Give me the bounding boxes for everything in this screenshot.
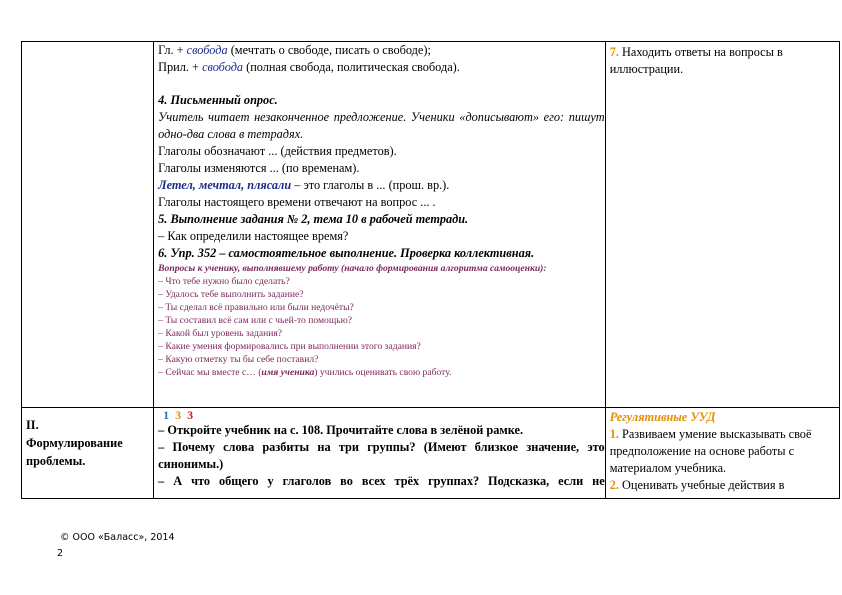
question-line: – Почему слова разбиты на три группы? (Имеют близкое значение, это синонимы.) xyxy=(158,440,605,471)
verb-noun-line xyxy=(158,42,605,59)
activity-cell xyxy=(154,42,606,408)
selfcheck-question: – Какой был уровень задания? xyxy=(158,328,283,339)
instruction-text: Учитель читает незаконченное предложение. Ученики «дописывают» его: пишут одно-два слова в тетрадях. xyxy=(158,110,605,141)
stage-cell-empty xyxy=(22,42,154,408)
selfcheck-heading: Вопросы к ученику, выполнявшему работу (начало формирования алгоритма самооценки): xyxy=(158,263,547,274)
line-prefix: – Сейчас мы вместе с… ( xyxy=(158,367,262,378)
selfcheck-question: – Ты составил всё сам или с чьей-то помощью? xyxy=(158,315,353,326)
section-heading: 6. Упр. 352 – самостоятельное выполнение. Проверка коллективная. xyxy=(158,246,535,260)
highlight-word: свобода xyxy=(186,43,228,57)
copyright-footer: © ООО «Баласс», 2014 xyxy=(60,532,175,543)
question-line: – Как определили настоящее время? xyxy=(158,229,349,243)
level-badges xyxy=(158,408,605,422)
question-line: Глаголы обозначают ... (действия предметов). xyxy=(158,144,397,158)
question-line xyxy=(158,177,605,194)
stage-cell xyxy=(22,408,154,499)
line-rest: – это глаголы в ... (прош. вр.). xyxy=(291,178,450,192)
question-line: Глаголы настоящего времени отвечают на вопрос ... . xyxy=(158,195,436,209)
line-prefix: Гл. + xyxy=(158,43,187,57)
spacer xyxy=(158,76,605,92)
item-text: Оценивать учебные действия в xyxy=(618,478,785,492)
selfcheck-question: – Что тебе нужно было сделать? xyxy=(158,276,290,287)
activity-cell xyxy=(154,408,606,499)
stage-number: II. xyxy=(26,418,39,432)
question-line: – А что общего у глаголов во всех трёх группах? Подсказка, если не xyxy=(158,474,605,488)
selfcheck-question: – Удалось тебе выполнить задание? xyxy=(158,289,304,300)
stage-title: Формулирование проблемы. xyxy=(26,436,123,468)
selfcheck-question: – Какую отметку ты бы себе поставил? xyxy=(158,354,319,365)
item-number: 2. xyxy=(609,478,619,492)
section-heading: 4. Письменный опрос. xyxy=(158,93,278,107)
highlight-words: Летел, мечтал, плясали xyxy=(158,178,292,192)
table-row xyxy=(22,42,840,408)
selfcheck-question xyxy=(158,366,605,379)
section-heading: 5. Выполнение задания № 2, тема 10 в рабочей тетради. xyxy=(158,212,469,226)
uud-heading: Регулятивные УУД xyxy=(609,410,716,424)
selfcheck-question: – Какие умения формировались при выполнении этого задания? xyxy=(158,341,421,352)
selfcheck-question: – Ты сделал всё правильно или были недочёты? xyxy=(158,302,354,313)
line-rest: (полная свобода, политическая свобода). xyxy=(243,60,460,74)
uud-item xyxy=(610,477,839,494)
line-rest: (мечтать о свободе, писать о свободе); xyxy=(227,43,431,57)
level-badge: 3 xyxy=(187,408,194,422)
item-text: Развиваем умение высказывать своё предположение на основе работы с материалом учебника. xyxy=(609,427,812,475)
level-badge: 3 xyxy=(175,408,182,422)
highlight-word: свобода xyxy=(202,60,244,74)
line-rest: ) учились оценивать свою работу. xyxy=(314,367,452,378)
item-number: 7. xyxy=(609,45,619,59)
lesson-table xyxy=(21,41,840,499)
uud-cell xyxy=(605,408,839,499)
line-prefix: Прил. + xyxy=(158,60,203,74)
item-number: 1. xyxy=(609,427,619,441)
student-name-placeholder: имя ученика xyxy=(261,367,315,378)
uud-item xyxy=(610,426,839,477)
stage-label xyxy=(26,408,153,470)
uud-cell xyxy=(605,42,839,408)
adj-noun-line xyxy=(158,59,605,76)
table-row xyxy=(22,408,840,499)
uud-item xyxy=(610,42,839,78)
level-badge: 1 xyxy=(163,408,170,422)
question-line: – Откройте учебник на с. 108. Прочитайте слова в зелёной рамке. xyxy=(158,423,524,437)
page-number: 2 xyxy=(57,548,64,559)
lesson-table-fragment xyxy=(21,41,840,501)
question-line: Глаголы изменяются ... (по временам). xyxy=(158,161,360,175)
item-text: Находить ответы на вопросы в иллюстрации. xyxy=(609,45,783,76)
